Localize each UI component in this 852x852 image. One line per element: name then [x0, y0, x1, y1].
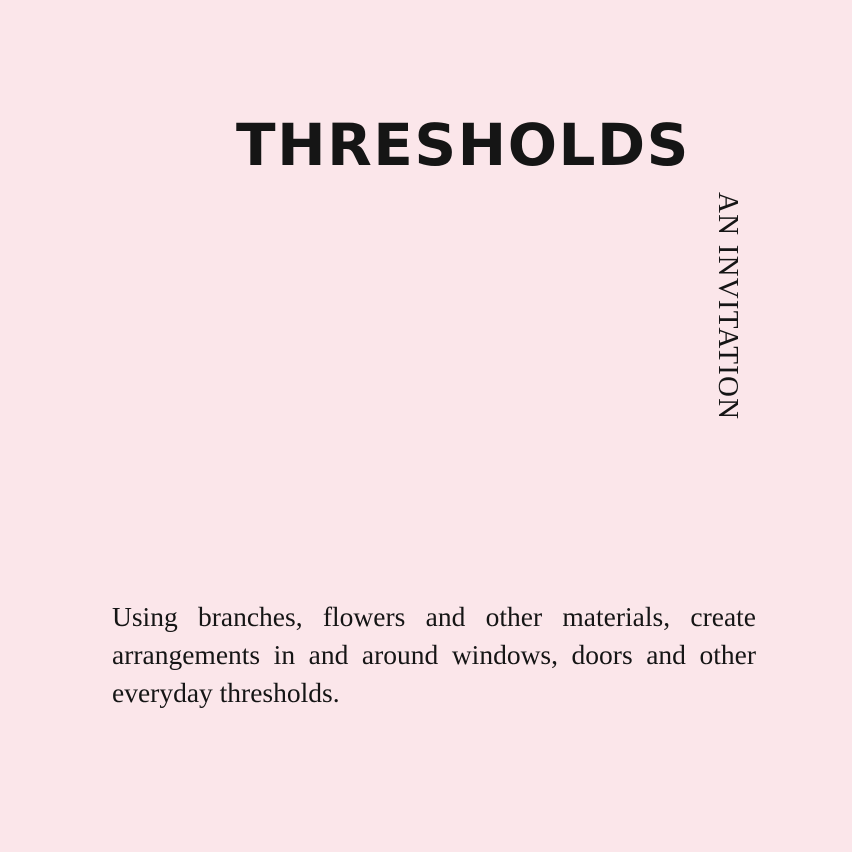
- vertical-subtitle-container: [706, 192, 750, 442]
- body-paragraph: Using branches, flowers and other materials, create arrangements in and around windows, doors and other everyday thresholds.: [112, 601, 756, 708]
- page-subtitle: AN INVITATION: [712, 192, 744, 421]
- page-title: THRESHOLDS: [236, 111, 690, 179]
